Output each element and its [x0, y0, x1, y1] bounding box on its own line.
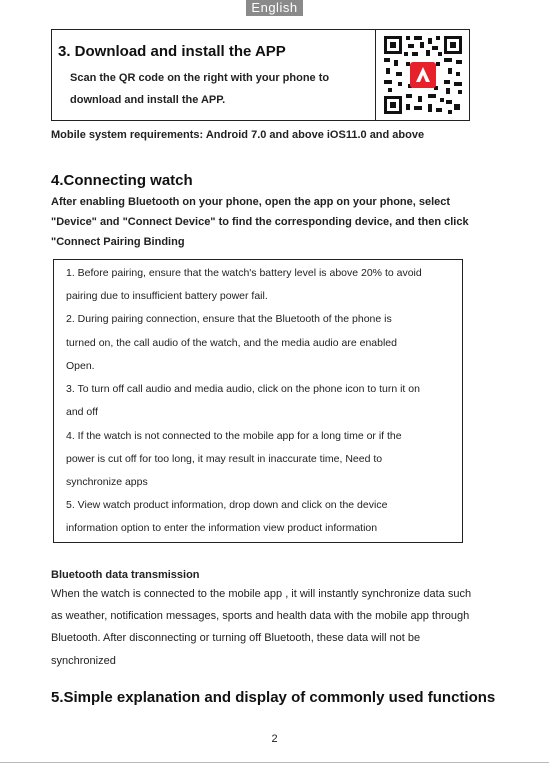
qr-code-icon — [382, 34, 464, 116]
note-line: pairing due to insufficient battery power fail. — [66, 290, 268, 302]
note-line: 1. Before pairing, ensure that the watch's battery level is above 20% to avoid — [66, 267, 422, 279]
note-line: and off — [66, 406, 98, 418]
app-instruction-line-2: download and install the APP. — [70, 94, 226, 106]
bluetooth-line-2: as weather, notification messages, sports and health data with the mobile app through — [51, 610, 470, 622]
note-line: 5. View watch product information, drop down and click on the device — [66, 499, 388, 511]
language-badge: English — [246, 0, 303, 16]
bluetooth-line-1: When the watch is connected to the mobile app , it will instantly synchronize data such — [51, 588, 472, 600]
note-line: Open. — [66, 360, 95, 372]
app-instruction-line-1: Scan the QR code on the right with your phone to — [70, 72, 330, 84]
bluetooth-line-4: synchronized — [51, 655, 116, 667]
connect-line-3: "Connect Pairing Binding — [51, 236, 185, 248]
note-line: turned on, the call audio of the watch, and the media audio are enabled — [66, 337, 397, 349]
note-line: 2. During pairing connection, ensure that the Bluetooth of the phone is — [66, 313, 392, 325]
mobile-requirements: Mobile system requirements: Android 7.0 and above iOS11.0 and above — [51, 129, 425, 141]
connect-line-2: "Device" and "Connect Device" to find the corresponding device, and then click — [51, 216, 469, 228]
note-line: 4. If the watch is not connected to the mobile app for a long time or if the — [66, 430, 402, 442]
qr-box — [376, 29, 470, 121]
page-number: 2 — [271, 733, 278, 745]
note-line: power is cut off for too long, it may result in inaccurate time, Need to — [66, 453, 383, 465]
note-line: synchronize apps — [66, 476, 148, 488]
connect-line-1: After enabling Bluetooth on your phone, open the app on your phone, select — [51, 196, 451, 208]
note-line: 3. To turn off call audio and media audio, click on the phone icon to turn it on — [66, 383, 420, 395]
bluetooth-section-title: Bluetooth data transmission — [51, 569, 200, 581]
connecting-watch-title: 4.Connecting watch — [51, 172, 193, 189]
app-download-box — [51, 29, 376, 121]
app-section-title: 3. Download and install the APP — [58, 43, 286, 60]
section-5-title: 5.Simple explanation and display of commonly used functions — [51, 689, 496, 706]
pairing-notes-box — [53, 259, 463, 543]
note-line: information option to enter the information view product information — [66, 522, 378, 534]
bluetooth-line-3: Bluetooth. After disconnecting or turning off Bluetooth, these data will not be — [51, 632, 421, 644]
